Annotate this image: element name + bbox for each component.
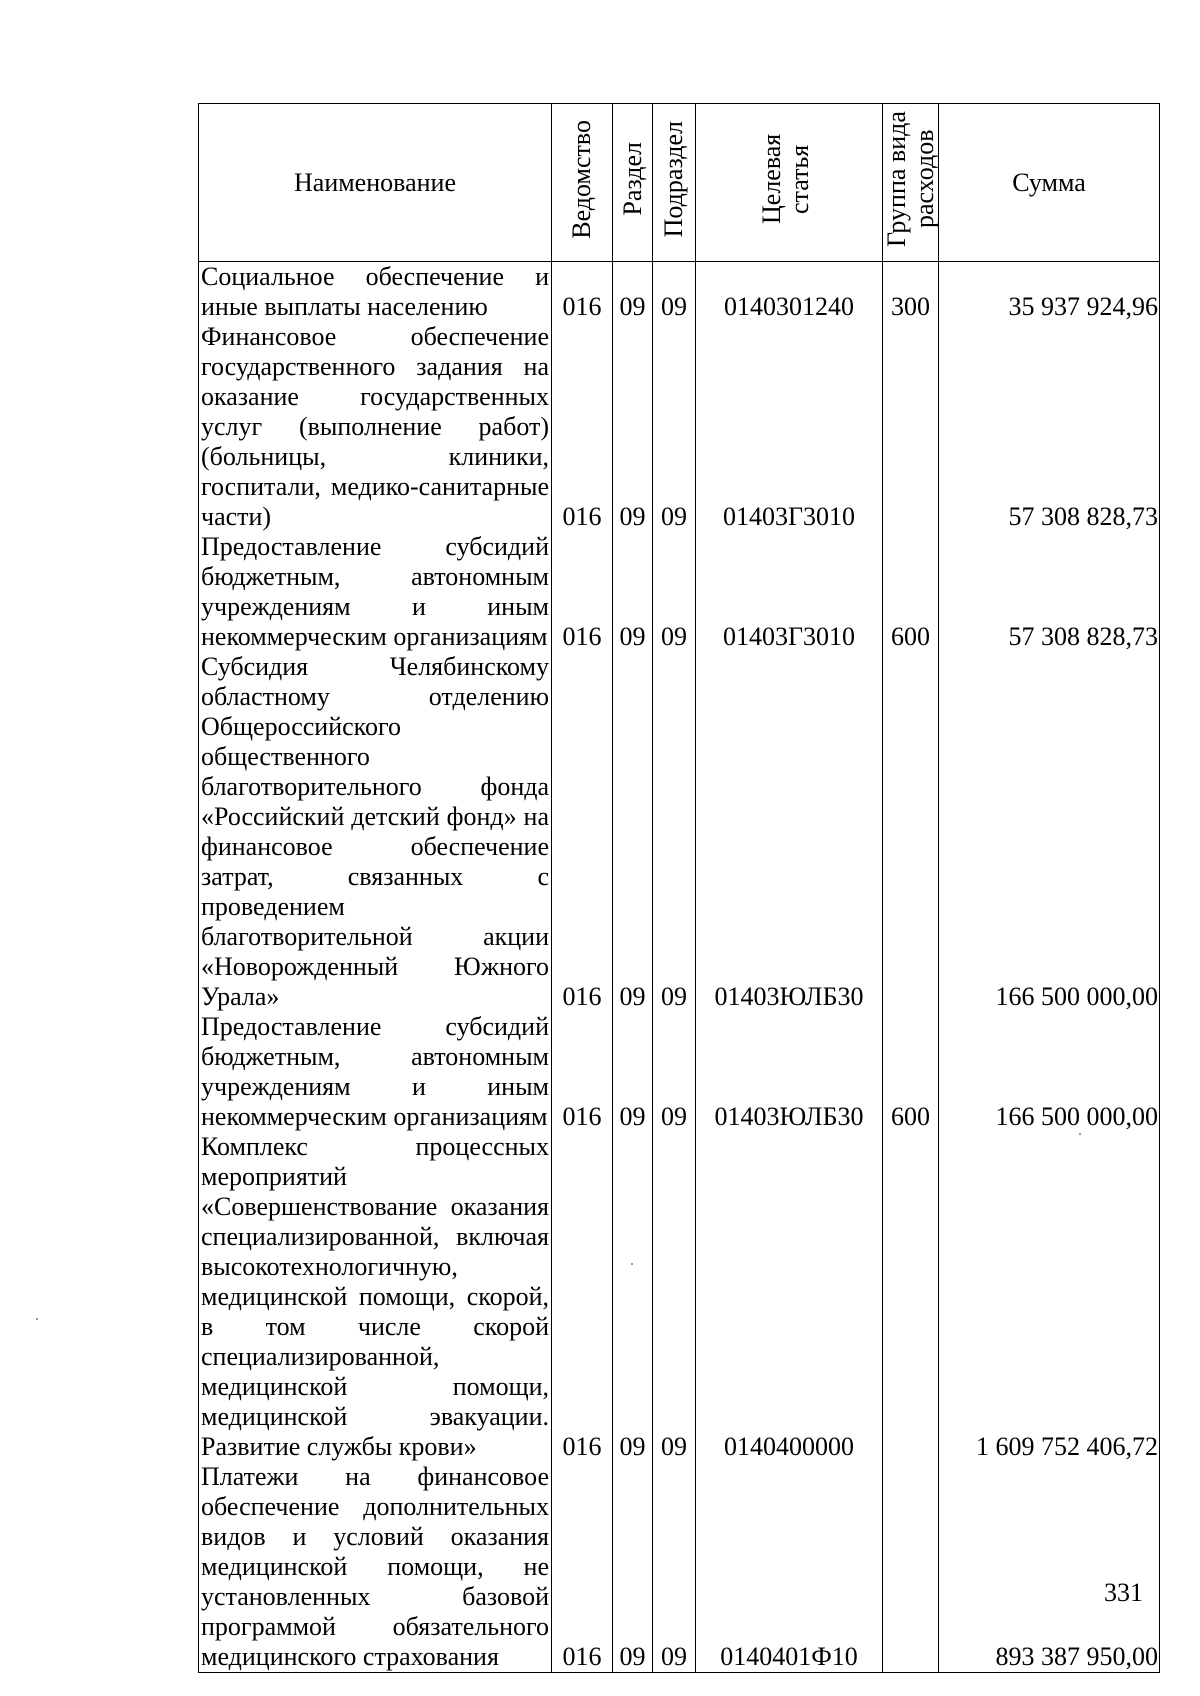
row-razdel: 09 (613, 1462, 653, 1673)
row-podrazdel: 09 (653, 262, 696, 323)
row-name: Комплекс процессных мероприятий «Совершенствование оказания специализированной, включая высокотехнологичную, медицинской помощи, скорой, в том числе скорой специализированной, медицинской помощи, медицинской эвакуации. Развитие службы крови» (199, 1132, 552, 1462)
row-celevaya: 0140401Ф10 (696, 1462, 883, 1673)
row-gruppa (883, 1132, 939, 1462)
page-number: 331 (1104, 1578, 1143, 1607)
table-header (199, 104, 1160, 262)
row-summa: 35 937 924,96 (939, 262, 1160, 323)
row-gruppa: 600 (883, 1012, 939, 1132)
row-podrazdel: 09 (653, 1462, 696, 1673)
row-summa: 893 387 950,00 (939, 1462, 1160, 1673)
row-vedomstvo: 016 (552, 322, 613, 532)
table-row (199, 1132, 1160, 1462)
row-razdel: 09 (613, 532, 653, 652)
row-celevaya: 0140400000 (696, 1132, 883, 1462)
row-podrazdel: 09 (653, 532, 696, 652)
row-summa: 1 609 752 406,72 (939, 1132, 1160, 1462)
row-celevaya: 01403Г3010 (696, 322, 883, 532)
header-vedomstvo-label: Ведомство (567, 119, 596, 239)
row-celevaya: 01403ЮЛБ30 (696, 1012, 883, 1132)
row-vedomstvo: 016 (552, 1012, 613, 1132)
row-razdel: 09 (613, 322, 653, 532)
row-summa: 57 308 828,73 (939, 532, 1160, 652)
row-name: Платежи на финансовое обеспечение дополнительных видов и условий оказания медицинской помощи, не установленных базовой программой обязательного медицинского страхования (199, 1462, 552, 1673)
row-celevaya: 0140301240 (696, 262, 883, 323)
row-razdel: 09 (613, 1132, 653, 1462)
row-vedomstvo: 016 (552, 262, 613, 323)
header-podrazdel (653, 104, 696, 262)
header-podrazdel-label: Подраздел (659, 120, 688, 238)
row-gruppa (883, 652, 939, 1012)
table-row (199, 322, 1160, 532)
row-vedomstvo: 016 (552, 1462, 613, 1673)
table-row (199, 532, 1160, 652)
row-summa: 57 308 828,73 (939, 322, 1160, 532)
scan-speck (36, 1318, 38, 1320)
row-podrazdel: 09 (653, 322, 696, 532)
row-razdel: 09 (613, 652, 653, 1012)
row-summa: 166 500 000,00 (939, 652, 1160, 1012)
row-razdel: 09 (613, 262, 653, 323)
table-body (199, 262, 1160, 1673)
header-name-label: Наименование (294, 167, 456, 197)
table-row (199, 1012, 1160, 1132)
header-name (199, 104, 552, 262)
header-summa-label: Сумма (1012, 167, 1086, 197)
row-gruppa: 300 (883, 262, 939, 323)
header-razdel (613, 104, 653, 262)
row-razdel: 09 (613, 1012, 653, 1132)
row-summa: 166 500 000,00 (939, 1012, 1160, 1132)
row-celevaya: 01403Г3010 (696, 532, 883, 652)
table-row (199, 652, 1160, 1012)
row-gruppa (883, 1462, 939, 1673)
scan-speck (1079, 1133, 1081, 1135)
header-summa (939, 104, 1160, 262)
row-gruppa (883, 322, 939, 532)
row-name: Финансовое обеспечение государственного задания на оказание государственных услуг (выполнение работ) (больницы, клиники, госпитали, медико-санитарные части) (199, 322, 552, 532)
row-podrazdel: 09 (653, 652, 696, 1012)
row-podrazdel: 09 (653, 1132, 696, 1462)
header-vedomstvo (552, 104, 613, 262)
row-name: Предоставление субсидий бюджетным, автономным учреждениям и иным некоммерческим организациям (199, 1012, 552, 1132)
row-vedomstvo: 016 (552, 1132, 613, 1462)
header-gruppa-label: Группа вида расходов (882, 111, 939, 247)
header-celevaya (696, 104, 883, 262)
scan-speck (631, 1263, 633, 1265)
row-gruppa: 600 (883, 532, 939, 652)
budget-table (198, 103, 1160, 1673)
row-vedomstvo: 016 (552, 652, 613, 1012)
header-razdel-label: Раздел (617, 142, 647, 216)
header-celevaya-label: Целевая статья (757, 133, 814, 225)
table-row (199, 1462, 1160, 1673)
header-gruppa (883, 104, 939, 262)
row-vedomstvo: 016 (552, 532, 613, 652)
table-row (199, 262, 1160, 323)
row-name: Социальное обеспечение и иные выплаты населению (199, 262, 552, 323)
row-name: Субсидия Челябинскому областному отделению Общероссийского общественного благотворительного фонда «Российский детский фонд» на финансовое обеспечение затрат, связанных с проведением благотворительной акции «Новорожденный Южного Урала» (199, 652, 552, 1012)
row-podrazdel: 09 (653, 1012, 696, 1132)
row-name: Предоставление субсидий бюджетным, автономным учреждениям и иным некоммерческим организациям (199, 532, 552, 652)
row-celevaya: 01403ЮЛБ30 (696, 652, 883, 1012)
